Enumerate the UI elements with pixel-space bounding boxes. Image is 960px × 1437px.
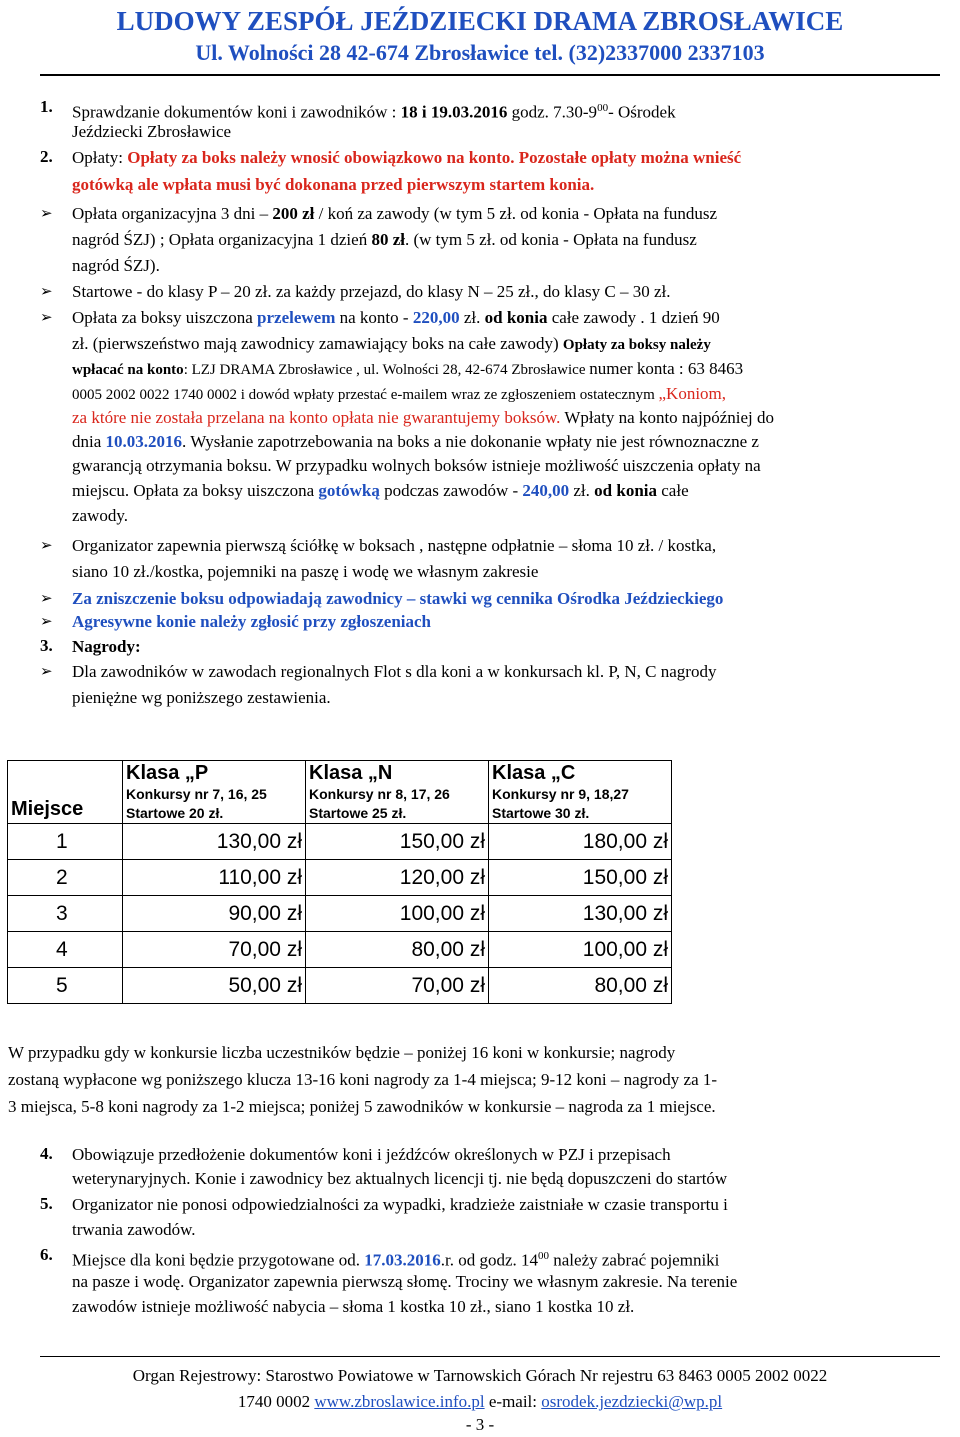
item-4-line-2: weterynaryjnych. Konie i zawodnicy bez aktualnych licencji tj. nie będą dopuszczeni do startów [72, 1169, 728, 1188]
box-line-8: miejscu. Opłata za boksy uiszczona gotówką podczas zawodów - 240,00 zł. od konia całe [72, 481, 689, 500]
damage-text: Za zniszczenie boksu odpowiadają zawodnicy – stawki wg cennika Ośrodka Jeździeckiego [72, 589, 724, 608]
fee-org-line-3: nagród ŚZJ). [72, 256, 160, 275]
item-3-line-1: Dla zawodników w zawodach regionalnych Flot s dla koni a w konkursach kl. P, N, C nagrody [72, 662, 717, 681]
item-6-line-3: zawodów istnieje możliwość nabycia – słoma 1 kostka 10 zł., siano 1 kostka 10 zł. [72, 1297, 635, 1316]
footer-registry: Organ Rejestrowy: Starostwo Powiatowe w Tarnowskich Górach Nr rejestru 63 8463 0005 2002 0022 [132, 1366, 828, 1385]
arrow-bullet-icon [40, 203, 58, 225]
class-c-header: Klasa „C Konkursy nr 9, 18,27 Startowe 30 zł. [489, 761, 672, 824]
aggressive-text: Agresywne konie należy zgłosić przy zgłoszeniach [72, 612, 432, 631]
item-2-line-2: gotówką ale wpłata musi być dokonana przed pierwszym startem konia. [72, 175, 595, 194]
arrow-bullet-icon [40, 588, 58, 610]
header-rule [40, 74, 940, 76]
footer-contacts: 1740 0002 www.zbroslawice.info.pl e-mail: osrodek.jezdziecki@wp.pl [237, 1392, 723, 1411]
fee-org-line-2: nagród ŚZJ) ; Opłata organizacyjna 1 dzień 80 zł. (w tym 5 zł. od konia - Opłata na fundusz [72, 230, 697, 249]
item-1-line-1: Sprawdzanie dokumentów koni i zawodników : 18 i 19.03.2016 godz. $7.30-9^{00}-$ Ośrodek [72, 102, 676, 122]
table-row: 3 90,00 zł 100,00 zł 130,00 zł [8, 896, 672, 932]
org-title: LUDOWY ZESPÓŁ JEŹDZIECKI DRAMA ZBROSŁAWICE [116, 6, 844, 36]
item-2-number: 2. [40, 147, 53, 166]
bedding-line-1: Organizator zapewnia pierwszą ściółkę w boksach , następne odpłatnie – słoma 10 zł. / kostka, [72, 536, 717, 555]
box-line-3: wpłacać na konto: LZJ DRAMA Zbrosławice , ul. Wolności 28, 42-674 Zbrosławice numer konta : 63 8463 [72, 359, 744, 378]
item-6-line-1: Miejsce dla koni będzie przygotowane od. 17.03.2016.r. od godz. $14^{00}$ należy zabrać pojemniki [72, 1250, 720, 1270]
item-3-number: 3. [40, 636, 53, 655]
bedding-line-2: siano 10 zł./kostka, pojemniki na paszę i wodę we własnym zakresie [72, 562, 539, 581]
note-line-2: zostaną wypłacone wg poniższego klucza 13-16 koni nagrody za 1-4 miejsca; 9-12 koni – nagrody za 1- [8, 1070, 718, 1089]
item-6-number: 6. [40, 1245, 53, 1264]
footer-rule [40, 1356, 940, 1357]
item-1-line-2: Jeździecki Zbrosławice [72, 122, 232, 141]
item-6-line-2: na pasze i wodę. Organizator zapewnia pierwszą słomę. Trociny we własnym zakresie. Na terenie [72, 1272, 738, 1291]
box-line-4: 0005 2002 0022 1740 0002 i dowód wpłaty przestać e-mailem wraz ze zgłoszeniem ostatecznym „Koniom, [72, 384, 727, 403]
arrow-bullet-icon [40, 281, 58, 303]
arrow-bullet-icon [40, 661, 58, 683]
table-header-row [8, 761, 672, 824]
fee-org-line-1: Opłata organizacyjna 3 dni – 200 zł / koń za zawody (w tym 5 zł. od konia - Opłata na fundusz [72, 204, 718, 223]
email-link[interactable]: osrodek.jezdziecki@wp.pl [541, 1392, 723, 1411]
item-1-number: 1. [40, 97, 53, 116]
org-address: Ul. Wolności 28 42-674 Zbrosławice tel. (32)2337000 2337103 [195, 40, 765, 65]
website-link[interactable]: www.zbroslawice.info.pl [314, 1392, 485, 1411]
page-number: - 3 - [465, 1415, 495, 1434]
box-line-2: zł. (pierwszeństwo mają zawodnicy zamawiający boks na całe zawody) Opłaty za boksy należy [72, 334, 711, 353]
table-row: 1 130,00 zł 150,00 zł 180,00 zł [8, 824, 672, 860]
item-2-line-1: Opłaty: Opłaty za boks należy wnosić obowiązkowo na konto. Pozostałe opłaty można wnieść [72, 148, 742, 167]
table-row: 5 50,00 zł 70,00 zł 80,00 zł [8, 968, 672, 1004]
class-n-header: Klasa „N Konkursy nr 8, 17, 26 Startowe 25 zł. [306, 761, 489, 824]
box-line-1: Opłata za boksy uiszczona przelewem na konto - 220,00 zł. od konia całe zawody . 1 dzień 90 [72, 308, 720, 327]
box-line-7: gwarancją otrzymania boksu. W przypadku wolnych boksów istnieje możliwość uiszczenia opłaty na [72, 456, 761, 475]
item-3-line-2: pieniężne wg poniższego zestawienia. [72, 688, 331, 707]
item-5-line-1: Organizator nie ponosi odpowiedzialności za wypadki, kradzieże zaistniałe w czasie transportu i [72, 1195, 728, 1214]
arrow-bullet-icon [40, 611, 58, 633]
box-line-9: zawody. [72, 506, 129, 525]
box-line-5: za które nie została przelana na konto opłata nie gwarantujemy boksów. Wpłaty na konto najpóźniej do [72, 408, 774, 427]
place-header: Miejsce [11, 798, 84, 820]
table-row: 2 110,00 zł 120,00 zł 150,00 zł [8, 860, 672, 896]
prize-table [7, 760, 672, 1004]
table-row: 4 70,00 zł 80,00 zł 100,00 zł [8, 932, 672, 968]
class-p-header: Klasa „P Konkursy nr 7, 16, 25 Startowe 20 zł. [123, 761, 306, 824]
box-line-6: dnia 10.03.2016. Wysłanie zapotrzebowania na boks a nie dokonanie wpłaty nie jest równoznaczne z [72, 432, 759, 451]
item-4-line-1: Obowiązuje przedłożenie dokumentów koni i jeźdźców określonych w PZJ i przepisach [72, 1145, 671, 1164]
arrow-bullet-icon [40, 535, 58, 557]
note-line-1: W przypadku gdy w konkursie liczba uczestników będzie – poniżej 16 koni w konkursie; nagrody [8, 1043, 676, 1062]
item-3-title: Nagrody: [72, 637, 141, 656]
arrow-bullet-icon [40, 307, 58, 329]
fee-start-text: Startowe - do klasy P – 20 zł. za każdy przejazd, do klasy N – 25 zł., do klasy C – 30 zł. [72, 282, 671, 301]
item-5-number: 5. [40, 1194, 53, 1213]
item-4-number: 4. [40, 1144, 53, 1163]
item-5-line-2: trwania zawodów. [72, 1220, 196, 1239]
note-line-3: 3 miejsca, 5-8 koni nagrody za 1-2 miejsca; poniżej 5 zawodników w konkursie – nagroda za 1 miejsce. [8, 1097, 716, 1116]
